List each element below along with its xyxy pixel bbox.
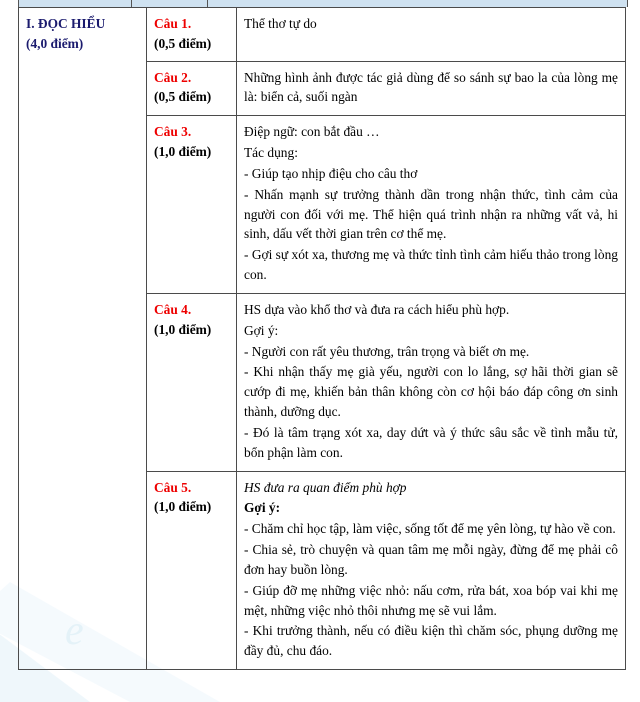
question-points-4: (1,0 điểm) xyxy=(154,321,212,337)
answer-key-table xyxy=(18,7,626,670)
question-label-5: Câu 5. xyxy=(154,479,192,495)
section-name: I. ĐỌC HIỂU xyxy=(26,16,106,31)
answer-cell-4 xyxy=(237,293,626,471)
answer-line: - Đó là tâm trạng xót xa, day dứt và ý thức sâu sắc về tình mẫu tử, bổn phận làm con. xyxy=(244,424,618,460)
answer-line: - Gợi sự xót xa, thương mẹ và thức tỉnh tình cảm hiếu thảo trong lòng con. xyxy=(244,247,618,283)
answer-line: - Chia sẻ, trò chuyện và quan tâm mẹ mỗi ngày, đừng để mẹ phải cô đơn hay buồn lòng. xyxy=(244,542,618,577)
strip-seam-1 xyxy=(131,0,132,7)
answer-line: - Giúp đỡ mẹ những việc nhỏ: nấu cơm, rửa bát, xoa bóp vai khi mẹ mệt, những việc nhỏ thôi nhưng mẹ sẽ vui lắm. xyxy=(244,582,618,618)
answer-cell-1 xyxy=(237,8,626,62)
question-points-3: (1,0 điểm) xyxy=(154,144,212,160)
question-cell-2 xyxy=(147,61,237,116)
question-points-5: (1,0 điểm) xyxy=(154,499,212,515)
answer-line: Gợi ý: xyxy=(244,322,279,338)
answer-line: Thể thơ tự do xyxy=(244,16,317,31)
answer-line: - Người con rất yêu thương, trân trọng và biết ơn mẹ. xyxy=(244,343,530,359)
question-label-4: Câu 4. xyxy=(154,301,192,317)
table-top-strip xyxy=(18,0,628,7)
answer-cell-5 xyxy=(237,471,626,669)
section-points: (4,0 điểm) xyxy=(26,35,84,51)
answer-line: HS dựa vào khổ thơ và đưa ra cách hiểu phù hợp. xyxy=(244,301,510,317)
question-cell-3 xyxy=(147,116,237,294)
answer-line: - Chăm chỉ học tập, làm việc, sống tốt để mẹ yên lòng, tự hào về con. xyxy=(244,521,616,537)
answer-line: Điệp ngữ: con bắt đầu … xyxy=(244,124,380,140)
answer-line: HS đưa ra quan điểm phù hợp xyxy=(244,479,407,495)
answer-line: - Nhấn mạnh sự trưởng thành dần trong nhận thức, tình cảm của người con đối với mẹ. Thể hiện quá trình nhận ra những vất vả, hi sinh, dấu vết thời gian trên cơ thể mẹ. xyxy=(244,186,618,242)
svg-text:e: e xyxy=(65,608,84,654)
answer-cell-2 xyxy=(237,61,626,116)
question-cell-1 xyxy=(147,8,237,62)
question-cell-5 xyxy=(147,471,237,669)
table-row xyxy=(19,8,626,62)
answer-line: - Giúp tạo nhịp điệu cho câu thơ xyxy=(244,165,418,181)
question-label-2: Câu 2. xyxy=(154,69,192,85)
question-points-2: (0,5 điểm) xyxy=(154,89,212,105)
answer-line: - Khi trưởng thành, nếu có điều kiện thì chăm sóc, phụng dưỡng mẹ đầy đủ, chu đáo. xyxy=(244,623,618,659)
strip-seam-2 xyxy=(207,0,208,7)
answer-table-body xyxy=(19,8,626,670)
answer-line: Tác dụng: xyxy=(244,145,298,161)
section-cell xyxy=(19,8,147,670)
question-points-1: (0,5 điểm) xyxy=(154,35,212,51)
question-label-3: Câu 3. xyxy=(154,124,192,140)
question-label-1: Câu 1. xyxy=(154,16,192,31)
answer-line: Gợi ý: xyxy=(244,500,281,516)
answer-line: Những hình ảnh được tác giả dùng để so sánh sự bao la của lòng mẹ là: biển cả, suối ngàn xyxy=(244,69,618,105)
answer-cell-3 xyxy=(237,116,626,294)
question-cell-4 xyxy=(147,293,237,471)
answer-line: - Khi nhận thấy mẹ già yếu, người con lo lắng, sợ hãi thời gian sẽ cướp đi mẹ, khiến bản thân không còn cơ hội báo đáp công ơn sinh thành, dưỡng dục. xyxy=(244,364,618,420)
